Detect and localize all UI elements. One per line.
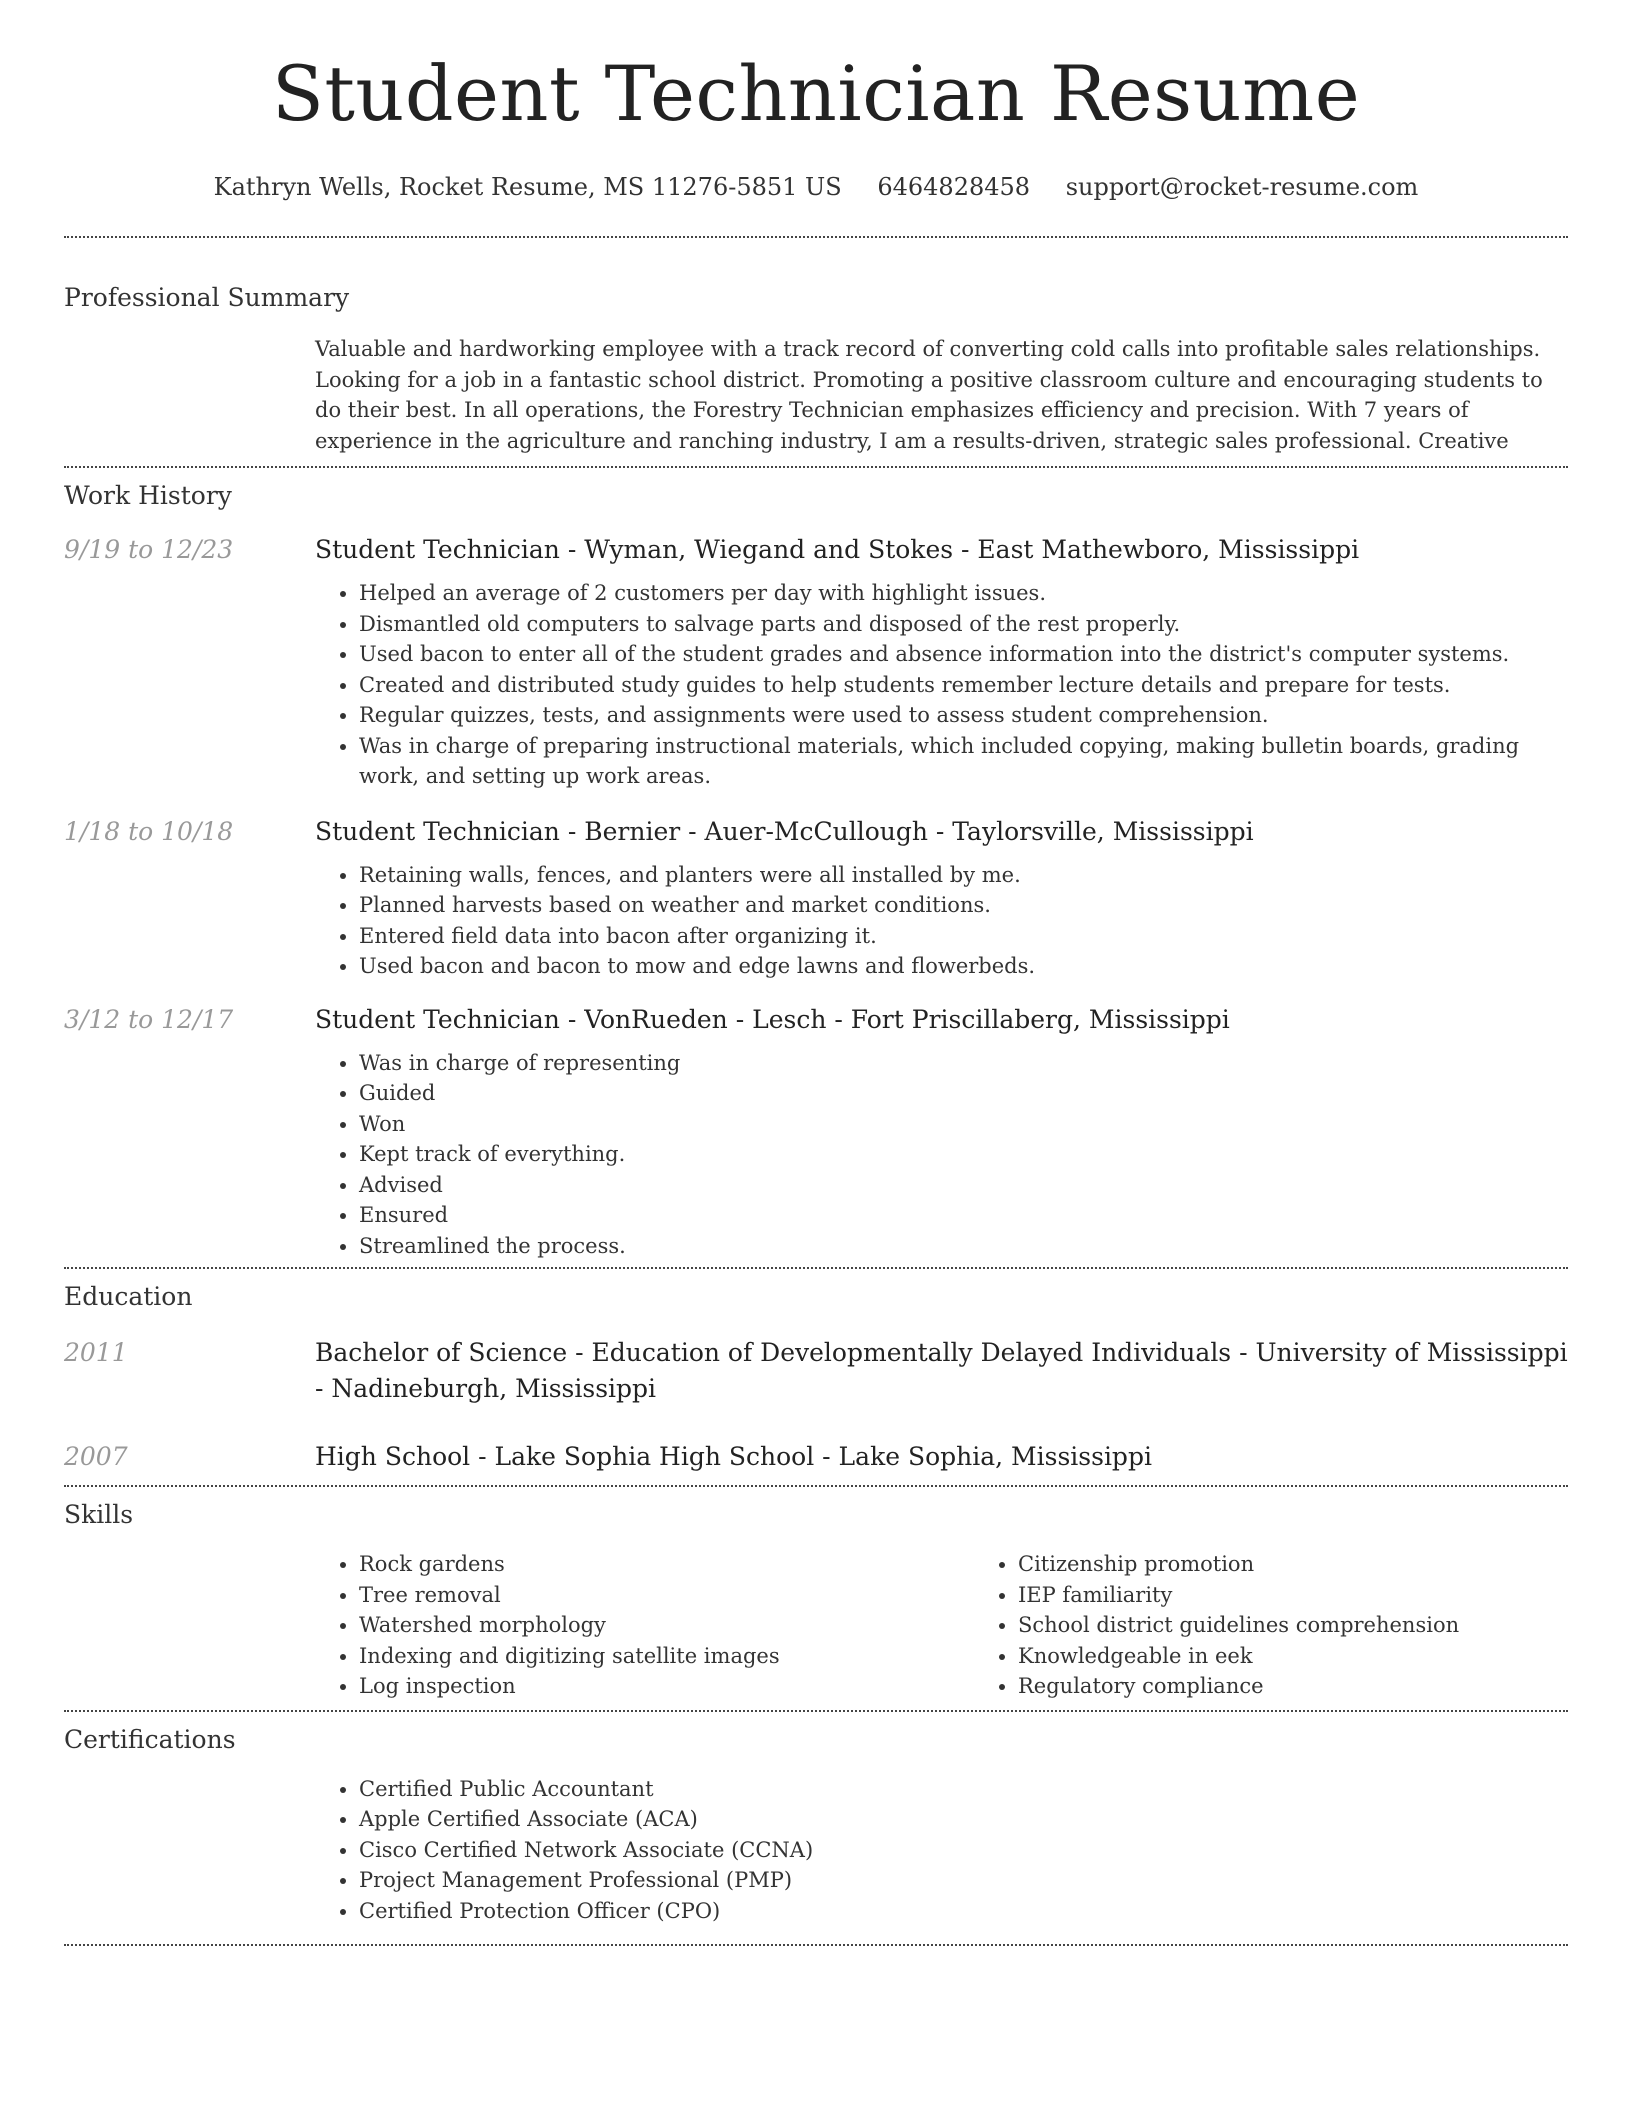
education-text: Bachelor of Science - Education of Developmentally Delayed Individuals - University of Mississippi - Nadineburgh, Mississippi [315,1338,1568,1403]
job-bullet: • Was in charge of representing [359,1048,1568,1079]
job-bullet: • Retaining walls, fences, and planters were all installed by me. [359,860,1568,891]
job-bullet: • Used bacon and bacon to mow and edge lawns and flowerbeds. [359,951,1568,982]
skill-item: • IEP familiarity [1018,1580,1632,1611]
resume-title: Student Technician Resume [271,49,1361,138]
certification-item: • Certified Public Accountant [359,1774,1568,1805]
job-title: Student Technician - Wyman, Wiegand and Stokes - East Mathewboro, Mississippi [315,535,1360,564]
skill-item: • Watershed morphology [359,1610,974,1641]
skills-left-list [315,1549,974,1702]
education-year: 2011 [64,1338,128,1367]
job-dates: 9/19 to 12/23 [64,535,234,564]
education-entry [64,1335,1568,1407]
work-heading: Work History [64,481,232,510]
job-body [315,814,1568,982]
job-bullet: • Planned harvests based on weather and market conditions. [359,890,1568,921]
divider [64,1267,1568,1269]
summary-heading: Professional Summary [64,283,350,312]
job-title: Student Technician - VonRueden - Lesch - Fort Priscillaberg, Mississippi [315,1004,1230,1034]
skill-item: • Tree removal [359,1580,974,1611]
job-bullets [315,578,1568,792]
education-text: High School - Lake Sophia High School - Lake Sophia, Mississippi [315,1442,1152,1471]
skills-columns [315,1549,1632,1702]
certifications-heading: Certifications [64,1724,236,1754]
education-list [64,1335,1568,1475]
education-entry [64,1439,1568,1475]
job-dates: 3/12 to 12/17 [64,1004,234,1034]
skill-item: • School district guidelines comprehension [1018,1610,1632,1641]
certifications-spacer [64,1774,315,1927]
job-bullet: • Guided [359,1078,1568,1109]
job-entry [64,814,1568,982]
skill-item: • Knowledgeable in eek [1018,1641,1632,1672]
job-bullet: • Kept track of everything. [359,1139,1568,1170]
education-year: 2007 [64,1442,128,1471]
job-body [315,1002,1568,1262]
job-bullet: • Dismantled old computers to salvage parts and disposed of the rest properly. [359,609,1568,640]
job-bullet: • Regular quizzes, tests, and assignments were used to assess student comprehension. [359,700,1568,731]
contact-address: Kathryn Wells, Rocket Resume, MS 11276-5851 US [213,173,842,201]
certification-item: • Project Management Professional (PMP) [359,1865,1568,1896]
certification-item: • Cisco Certified Network Associate (CCNA) [359,1835,1568,1866]
divider [64,236,1568,238]
job-entry [64,1002,1568,1262]
job-bullet: • Won [359,1109,1568,1140]
job-bullet: • Used bacon to enter all of the student grades and absence information into the district's computer systems. [359,639,1568,670]
divider [64,466,1568,468]
summary-spacer [64,334,315,456]
job-bullet: • Created and distributed study guides to help students remember lecture details and prepare for tests. [359,670,1568,701]
certifications-body [315,1774,1568,1927]
education-heading: Education [64,1282,193,1311]
job-body [315,532,1568,792]
skill-item: • Rock gardens [359,1549,974,1580]
job-bullets [315,1048,1568,1262]
skill-item: • Citizenship promotion [1018,1549,1632,1580]
skills-heading: Skills [64,1500,134,1529]
job-bullet: • Helped an average of 2 customers per day with highlight issues. [359,578,1568,609]
job-bullet: • Ensured [359,1200,1568,1231]
work-list [64,532,1568,1261]
summary-text: Valuable and hardworking employee with a track record of converting cold calls into profitable sales relationships. Looking for a job in a fantastic school district. Promoting a positive classroom culture and encouraging students to do their best. In all operations, the Forestry Technician emphasizes efficiency and precision. With 7 years of experience in the agriculture and ranching industry, I am a results-driven, strategic sales professional. Creative [315,337,1543,453]
job-dates: 1/18 to 10/18 [64,816,234,846]
job-bullet: • Entered field data into bacon after organizing it. [359,921,1568,952]
skills-spacer [64,1549,315,1702]
job-bullet: • Was in charge of preparing instructional materials, which included copying, making bulletin boards, grading work, and setting up work areas. [359,731,1568,792]
contact-line [64,170,1568,204]
job-bullets [315,860,1568,982]
certification-item: • Certified Protection Officer (CPO) [359,1896,1568,1927]
contact-email: support@rocket-resume.com [1065,173,1419,201]
skill-item: • Log inspection [359,1671,974,1702]
skills-right-list [974,1549,1632,1702]
job-title: Student Technician - Bernier - Auer-McCullough - Taylorsville, Mississippi [315,816,1254,846]
contact-phone: 6464828458 [877,173,1031,201]
job-bullet: • Streamlined the process. [359,1231,1568,1262]
skill-item: • Indexing and digitizing satellite images [359,1641,974,1672]
divider [64,1944,1568,1946]
skill-item: • Regulatory compliance [1018,1671,1632,1702]
divider [64,1710,1568,1712]
certifications-list [315,1774,1568,1927]
certification-item: • Apple Certified Associate (ACA) [359,1804,1568,1835]
job-bullet: • Advised [359,1170,1568,1201]
job-entry [64,532,1568,792]
divider [64,1485,1568,1487]
